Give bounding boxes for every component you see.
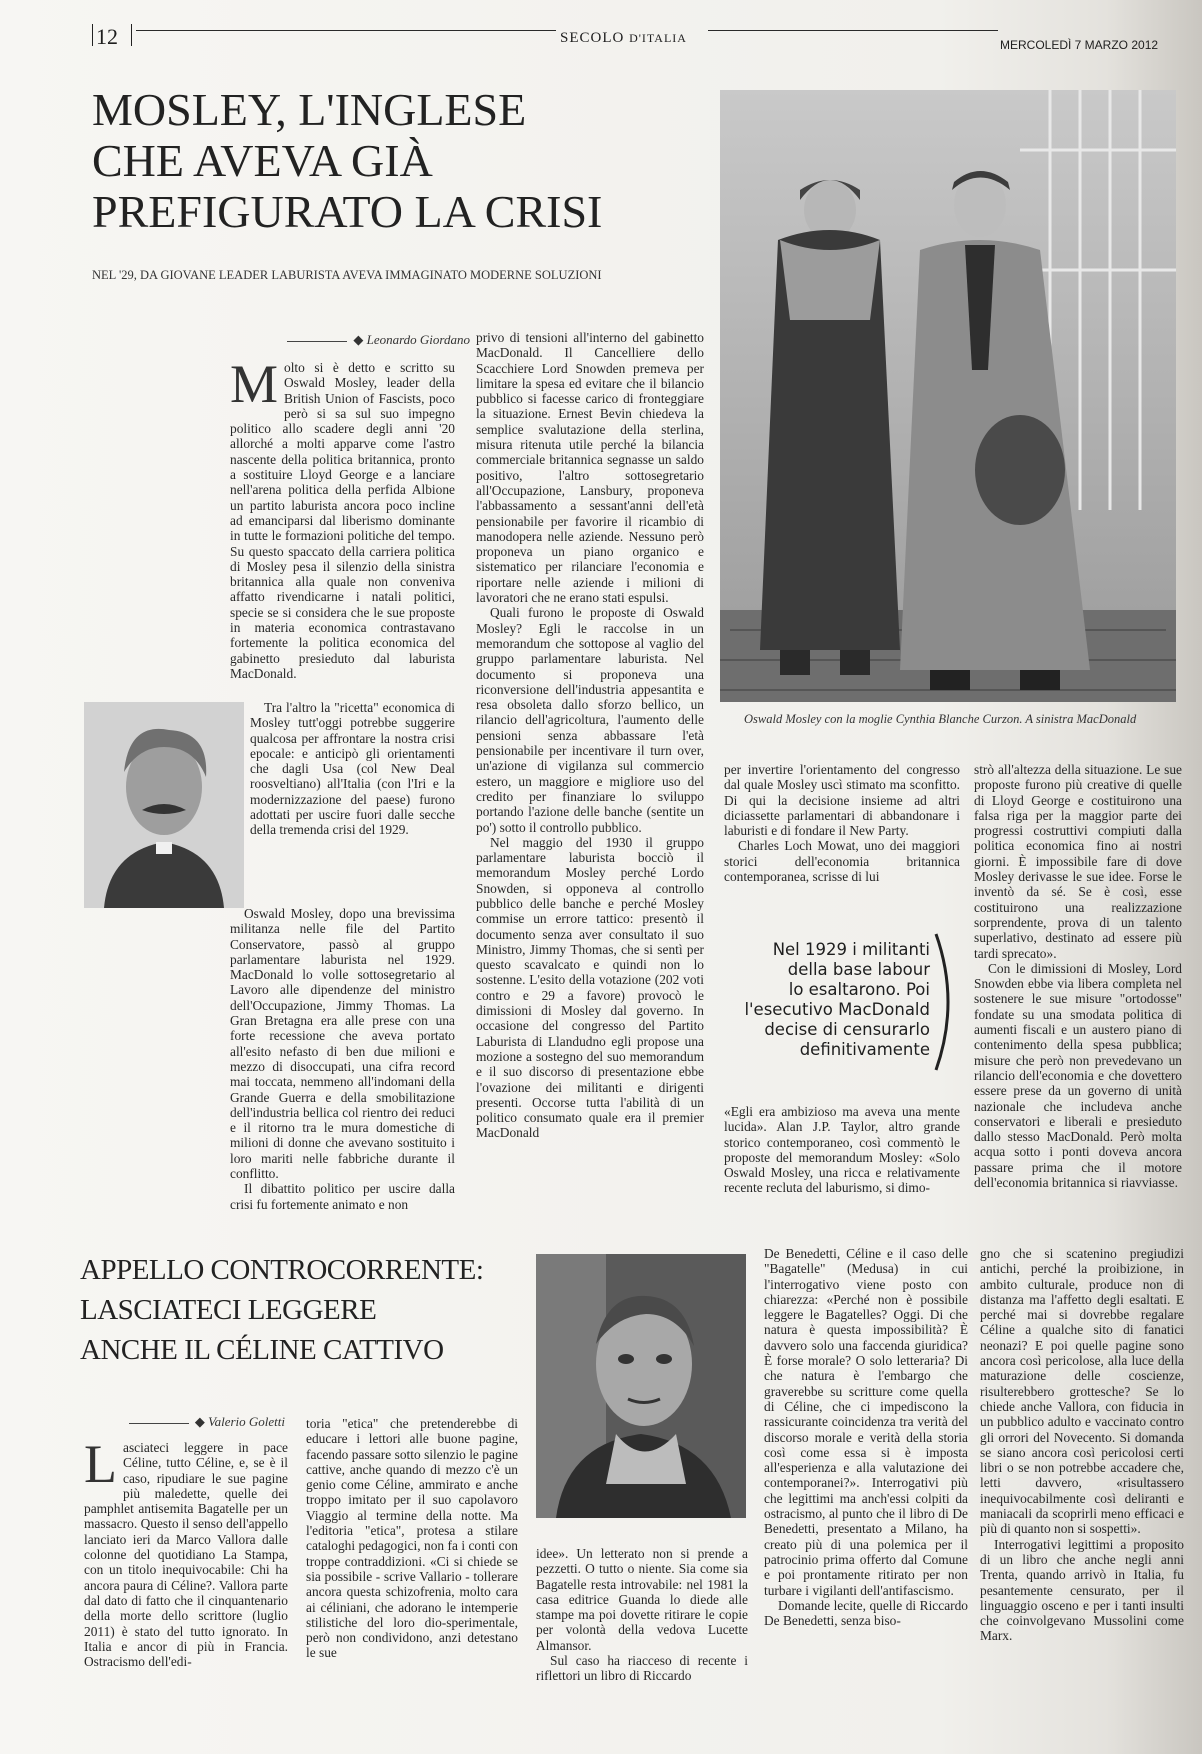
article1-paragraph: Quali furono le proposte di Oswald Mosley? Egli le raccolse in un memorandum che sottopose al vaglio del gruppo parlamentare laburista. Nel documento si proponeva una riconversione dell'industria appesantita e resa obsoleta dallo sforzo bellico, un rilancio dell'agricoltura, l'aumento delle pensioni senza abbassare l'età pensionabile per incentivare il turn over, un'azione di vigilanza sul commercio estero, un maggiore e migliore uso del credito per finanziare lo sviluppo portando l'azione delle banche (sentite un po') sotto il controllo pubblico. [476, 605, 704, 835]
byline-rule [287, 341, 347, 342]
article1-paragraph: strò all'altezza della situazione. Le sue proposte furono più creative di quelle di Lloyd George e costituirono una falsa riga per la maggior parte dei progressi costruttivi compiuti dalla politica economica fino ai nostri giorni. È impossibile fare di dove Mosley derivasse le sue idee. Forse le inventò da sé. Se è così, esse costituirono una realizzazione sorprendente, prova di un talento superlativo, destinato ad essere più tardi sprecato». [974, 762, 1182, 961]
masthead [560, 30, 687, 47]
article1-paragraph: «Egli era ambizioso ma aveva una mente lucida». Alan J.P. Taylor, altro grande storico contemporaneo, così commentò le proposte del memorandum Mosley: «Solo Oswald Mosley, una ricca e relativamente recente recluta del laburismo, si dimo- [724, 1104, 960, 1196]
article1-column-3b [724, 1104, 960, 1200]
article2-column-2 [306, 1416, 518, 1740]
pull-quote [730, 940, 930, 1060]
article1-paragraph: Il dibattito politico per uscire dalla crisi fu fortemente animato e non [230, 1181, 455, 1212]
article2-column-4 [764, 1246, 968, 1740]
issue-date: MERCOLEDÌ 7 MARZO 2012 [1000, 38, 1159, 52]
pull-quote-line: della base labour [787, 960, 930, 979]
article1-column-1c [230, 906, 455, 1212]
header-rule-right [708, 30, 998, 31]
mosley-couple-illustration [720, 90, 1176, 702]
article2-title-line: APPELLO CONTROCORRENTE: [80, 1254, 484, 1286]
celine-portrait [536, 1254, 746, 1518]
masthead-main: SECOLO [560, 30, 625, 46]
article1-paragraph: Tra l'altro la "ricetta" economica di Mosley tutt'oggi potrebbe suggerire qualcosa per affrontare la nostra crisi epocale: e anticipò gli orientamenti che dagli Usa (col New Deal roosveltiano) all'Italia (con l'Iri e la modernizzazione del paese) furono adottati per uscire fuori dalle secche della tremenda crisi del 1929. [250, 700, 455, 838]
article1-byline [250, 332, 470, 348]
article1-paragraph: Oswald Mosley, dopo una brevissima militanza nelle file del Partito Conservatore, passò al gruppo parlamentare laburista nel 1929. MacDonald lo volle sottosegretario al Lavoro alle dipendenze del ministro dell'Occupazione, Jimmy Thomas. La Gran Bretagna era alle prese con una forte recessione che aveva portato all'esito nefasto di ben due milioni e mezzo di disoccupati, una cifra record mai toccata, nemmeno all'indomani della Grande Guerra e della smobilitazione dell'industria bellica col rientro dei reduci e il ritorno tra le mura domestiche di milioni di donne che avevano sostituito i loro mariti nelle fabbriche durante il conflitto. [230, 906, 455, 1182]
pull-quote-line: definitivamente [799, 1040, 930, 1059]
article1-column-1b [250, 700, 455, 908]
article2-paragraph: Domande lecite, quelle di Riccardo De Benedetti, senza biso- [764, 1597, 968, 1629]
pull-quote-line: Nel 1929 i militanti [772, 940, 930, 959]
celine-portrait-illustration [536, 1254, 746, 1518]
article1-paragraph: Charles Loch Mowat, uno dei maggiori storici dell'economia britannica contemporanea, scrisse di lui [724, 838, 960, 885]
pull-quote-line: decise di censurarlo [764, 1020, 930, 1039]
article1-title-line: MOSLEY, L'INGLESE [92, 84, 527, 135]
photo-caption: Oswald Mosley con la moglie Cynthia Blanche Curzon. A sinistra MacDonald [744, 712, 1137, 726]
byline-rule [129, 1423, 189, 1424]
article2-author: Valerio Goletti [208, 1414, 285, 1429]
article1-author: Leonardo Giordano [366, 332, 470, 347]
article1-paragraph: per invertire l'orientamento del congresso dal quale Mosley uscì stimato ma sconfitto. Di qui la decisione insieme ad altri diciassette parlamentari di abbandonare i laburisti e di fondare il New Party. [724, 762, 960, 839]
page-number-bracket [92, 24, 132, 46]
article1-column-2 [476, 330, 704, 1200]
pull-quote-line: l'esecutivo MacDonald [744, 1000, 930, 1019]
article1-paragraph: privo di tensioni all'interno del gabinetto MacDonald. Il Cancelliere dello Scacchiere Lord Snowden premeva per limitare la spesa ed evitare che il bilancio pubblico si facesse carico di fronteggiare la situazione. Ernest Bevin chiedeva la semplice svalutazione della sterlina, misura ritenuta utile perché la bilancia commerciale britannica segnasse un saldo positivo, l'altro sottosegretario all'Occupazione, Lansbury, proponeva l'abbassamento a sessant'anni dell'età pensionabile per favorire il ricambio di manodopera nelle aziende. Nessuno però proponeva un piano organico e sistematico per rilanciare l'economia e riportare nelle aziende i milioni di lavoratori che ne erano stati espulsi. [476, 330, 704, 606]
article2-column-1 [84, 1434, 288, 1740]
article1-paragraph: Con le dimissioni di Mosley, Lord Snowden ebbe via libera completa nel sostenere le sue misure "ortodosse" fondate su una smodata politica di aumenti fiscali e un austero piano di contenimento della spesa pubblica; misure che però non prevedevano un rilancio dell'economia e che dovettero essere prese da un governo di unità nazionale che includeva anche conservatori e liberali e presieduto dallo stesso MacDonald. Però molta acqua sotto i ponti doveva ancora passare prima che il motore dell'economia britannica si riavviasse. [974, 960, 1182, 1191]
pull-quote-bracket-icon [932, 930, 962, 1075]
diamond-ornament-icon: ◆ [353, 332, 364, 347]
mosley-couple-photo [720, 90, 1176, 702]
article1-drop-cap: M [230, 354, 279, 414]
macdonald-portrait [84, 702, 244, 908]
article1-column-3 [724, 762, 960, 912]
article2-paragraph: idee». Un letterato non si prende a pezzetti. O tutto o niente. Sia come sia Bagatelle resta introvabile: nel 1981 la casa editrice Guanda lo diede alle stampe ma poi dovette ritirare le copie per volontà della vedova Lucette Almansor. [536, 1546, 748, 1653]
article2-title-line: LASCIATECI LEGGERE [80, 1294, 377, 1326]
article2-paragraph: Sul caso ha riacceso di recente i riflettori un libro di Riccardo [536, 1653, 748, 1684]
article2-paragraph: toria "etica" che pretenderebbe di educare i lettori alle buone pagine, facendo passare sotto silenzio le pagine cattive, anche quando di mezzo c'è un genio come Céline, ammirato e anche troppo imitato per il suo capolavoro Viaggio al termine della notte. Ma l'editoria "etica", protesa a stilare cataloghi pedagogici, non fa i conti con troppe contraddizioni. «Ci si chiede se sia possibile - scrive Vallario - tollerare ancora questa schizofrenia, molto cara ai céliniani, che adorano le intemperie stilistiche del loro dio-sperimentale, però non condividono, anzi detestano le sue [306, 1416, 518, 1661]
article1-column-4 [974, 762, 1182, 1200]
masthead-sub: D'ITALIA [629, 31, 687, 45]
article2-paragraph: gno che si scatenino pregiudizi antichi, perché la proibizione, in ambito culturale, produce non di distanza ma l'affetto degli esaltati. E perché mai si dovrebbe regalare Céline a qualche sito di fanatici neonazi? E poi quelle pagine sono ancora così pericolose, alla luce della maturazione delle coscienze, risulterebbero grottesche? Se lo chiede anche Vallora, con fiducia in un pubblico adulto e vaccinato contro gli orrori del Novecento. Si domanda se siano ancora così pericolosi certi libri o se non potrebbe accadere che, letti davvero, «risultassero inequivocabilmente così deliranti e maniacali da scoprirli meno efficaci e più di quanto non si sospetti». [980, 1246, 1184, 1537]
article1-title-line: CHE AVEVA GIÀ [92, 135, 433, 186]
article2-paragraph: De Benedetti, Céline e il caso delle "Bagatelle" (Medusa) in cui l'interrogativo viene posto con chiarezza: «Perché non è possibile leggere le Bagatelles? Oggi. Di che natura è questa impossibilità? È davvero solo una faccenda giuridica? È forse morale? O solo letteraria? Di che natura è l'embargo che graverebbe su scritture come quella di Céline, che ci impediscono la rassicurante coincidenza tra verità del discorso morale e verità della storia così come essa si è imposta all'esperienza e alla valutazione dei contemporanei?». Interrogativi più che legittimi ma anch'essi colpiti da ostracismo, al punto che il libro di De Benedetti, presentato a Milano, ha creato più di una polemica per il patrocinio prima offerto dal Comune e poi prontamente ritirato per non turbare i vigilanti dell'antifascismo. [764, 1246, 968, 1598]
article2-title [80, 1250, 520, 1370]
article2-column-3 [536, 1546, 748, 1740]
article2-column-5 [980, 1246, 1184, 1740]
article1-paragraph: Nel maggio del 1930 il gruppo parlamentare laburista bocciò il memorandum Mosley perché Lordo Snowden, si opponeva al controllo pubblico delle banche e perché Mosley commise un errore tattico: presentò il documento senza aver consultato il suo Ministro, Jimmy Thomas, che si sentì per questo scavalcato e quindi non lo sostenne. L'esito della votazione (202 voti contro e 29 a favore) provocò le dimissioni di Mosley dal governo. In occasione del congresso del Partito Laburista di Llandudno egli propose una mozione a sostegno del suo memorandum e il suo discorso di presentazione ebbe l'ovazione dei militanti e dirigenti presenti. Occorse tutta l'abilità di un politico consumato quale era il premier MacDonald [476, 834, 704, 1141]
article1-title [92, 84, 712, 237]
pull-quote-line: lo esaltarono. Poi [788, 980, 930, 999]
article1-paragraph: olto si è detto e scritto su Oswald Mosley, leader della British Union of Fascists, poco però si sa sul suo impegno politico allo scadere degli anni '20 allorché a molti apparve come l'astro nascente della politica britannica, pronto a sostituire Lloyd George e a lanciare nell'arena politica della perfida Albione un partito laburista ancora poco incline ad emanciparsi dal liberismo dominante in tutte le formazioni politiche del tempo. Su questo spaccato della carriera politica di Mosley pesa il silenzio della sinistra britannica alla quale non conveniva affatto rivendicarne i natali politici, specie se si considera che le sue proposte in materia economica contrastavano fortemente la politica economica del gabinetto presieduto dal laburista MacDonald. [230, 360, 455, 681]
article1-column-1 [230, 354, 455, 700]
diamond-ornament-icon: ◆ [194, 1414, 205, 1429]
article1-title-line: PREFIGURATO LA CRISI [92, 186, 603, 237]
header-rule-left [136, 30, 556, 31]
article2-drop-cap: L [84, 1434, 117, 1494]
macdonald-portrait-illustration [84, 702, 244, 908]
article2-title-line: ANCHE IL CÉLINE CATTIVO [80, 1334, 444, 1366]
article2-paragraph: Interrogativi legittimi a proposito di un libro che anche negli anni Trenta, quando arrivò in Italia, fu pesantemente censurato, per il linguaggio osceno e per i tanti insulti che coinvolgevano Mussolini come Marx. [980, 1536, 1184, 1644]
article2-paragraph: asciateci leggere in pace Céline, tutto Céline, e, se è il caso, ripudiare le sue pagine più maledette, quelle dei pamphlet antisemita Bagatelle per un massacro. Questo il senso dell'appello lanciato ieri da Marco Vallora dalle colonne del quotidiano La Stampa, con un titolo inequivocabile: Chi ha ancora paura di Céline?. Vallora parte dal dato di fatto che il cinquantenario della morte dello scrittore (luglio 2011) è stato del tutto ignorato. In Italia e ancor di più in Francia. Ostracismo dell'edi- [84, 1440, 288, 1670]
article1-subtitle: NEL '29, DA GIOVANE LEADER LABURISTA AVEVA IMMAGINATO MODERNE SOLUZIONI [92, 268, 602, 282]
page-number: 12 [96, 24, 118, 49]
article2-byline [90, 1414, 285, 1430]
